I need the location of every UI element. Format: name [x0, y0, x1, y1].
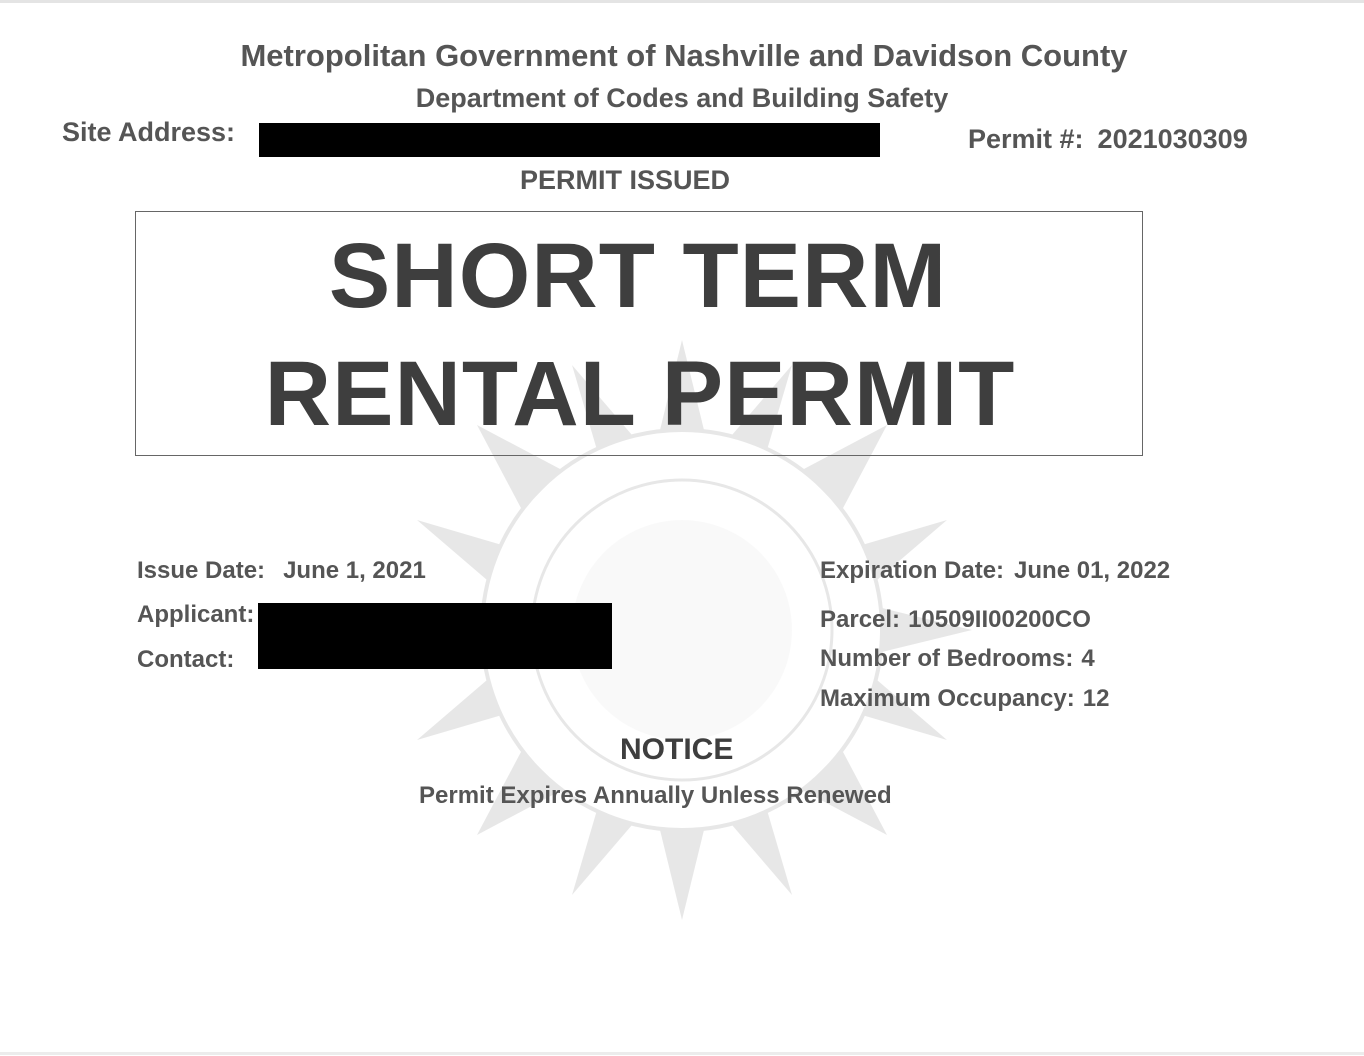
expiration-date-value: June 01, 2022 — [1014, 557, 1171, 584]
occupancy-label: Maximum Occupancy: — [820, 685, 1075, 712]
scan-top-edge — [0, 0, 1364, 3]
permit-number-value: 2021030309 — [1097, 124, 1248, 154]
issue-date — [137, 557, 426, 585]
max-occupancy — [820, 685, 1109, 713]
contact-label: Contact: — [137, 646, 235, 673]
issue-date-label: Issue Date: — [137, 557, 266, 584]
notice-heading: NOTICE — [620, 733, 734, 766]
parcel-label: Parcel: — [820, 606, 901, 633]
parcel-value: 10509II00200CO — [908, 606, 1091, 633]
issue-date-value: June 1, 2021 — [283, 557, 426, 584]
permit-status: PERMIT ISSUED — [519, 165, 731, 195]
header-department: Department of Codes and Building Safety — [415, 83, 949, 113]
expiration-date — [820, 557, 1170, 585]
permit-number — [968, 124, 1248, 155]
scan-bottom-edge — [0, 1052, 1364, 1055]
bedrooms-label: Number of Bedrooms: — [820, 645, 1074, 672]
title-line-2: RENTAL PERMIT — [264, 343, 1016, 445]
site-address-redaction — [259, 123, 880, 157]
occupancy-value: 12 — [1082, 685, 1110, 712]
bedrooms-value: 4 — [1081, 645, 1095, 672]
parcel — [820, 606, 1091, 634]
bedrooms — [820, 645, 1095, 673]
header-title: Metropolitan Government of Nashville and Davidson County — [240, 38, 1128, 73]
title-line-1: SHORT TERM — [328, 225, 948, 327]
permit-number-label: Permit #: — [968, 124, 1084, 154]
applicant-contact-redaction — [258, 603, 612, 669]
site-address-label: Site Address: — [62, 117, 236, 147]
notice-text: Permit Expires Annually Unless Renewed — [419, 782, 892, 809]
expiration-date-label: Expiration Date: — [820, 557, 1005, 584]
applicant-label: Applicant: — [137, 601, 255, 628]
